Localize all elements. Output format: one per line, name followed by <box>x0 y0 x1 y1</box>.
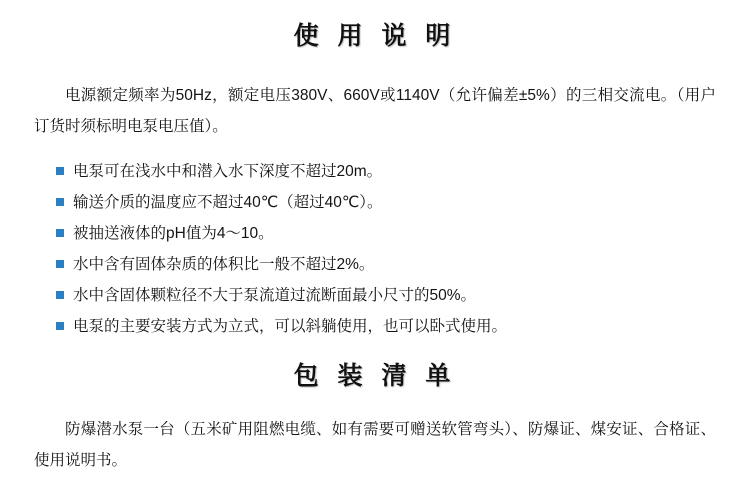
list-item-label: 输送介质的温度应不超过40℃（超过40℃）。 <box>73 194 383 211</box>
square-bullet-icon <box>56 260 64 268</box>
square-bullet-icon <box>56 229 64 237</box>
list-item <box>56 311 716 342</box>
list-item <box>56 218 716 249</box>
list-item <box>56 280 716 311</box>
square-bullet-icon <box>56 198 64 206</box>
list-item <box>56 249 716 280</box>
page-title-usage: 使 用 说 明 <box>293 22 457 50</box>
usage-bullet-list <box>0 156 750 342</box>
list-item-label: 水中含固体颗粒径不大于泵流道过流断面最小尺寸的50%。 <box>73 287 477 304</box>
list-item <box>56 156 716 187</box>
square-bullet-icon <box>56 291 64 299</box>
packing-list-paragraph: 防爆潜水泵一台（五米矿用阻燃电缆、如有需要可赠送软管弯头）、防爆证、煤安证、合格证、使用说明书。 <box>34 421 716 469</box>
list-item-label: 水中含有固体杂质的体积比一般不超过2%。 <box>73 256 375 273</box>
page-title-packing: 包 装 清 单 <box>293 362 457 390</box>
square-bullet-icon <box>56 322 64 330</box>
list-item-label: 被抽送液体的pH值为4～10。 <box>73 225 274 242</box>
list-item <box>56 187 716 218</box>
list-item-label: 电泵可在浅水中和潜入水下深度不超过20m。 <box>73 163 383 180</box>
square-bullet-icon <box>56 167 64 175</box>
list-item-label: 电泵的主要安装方式为立式，可以斜躺使用，也可以卧式使用。 <box>73 318 508 335</box>
usage-intro-paragraph: 电源额定频率为50Hz，额定电压380V、660V或1140V（允许偏差±5%）的三相交流电。（用户订货时须标明电泵电压值）。 <box>34 87 716 135</box>
